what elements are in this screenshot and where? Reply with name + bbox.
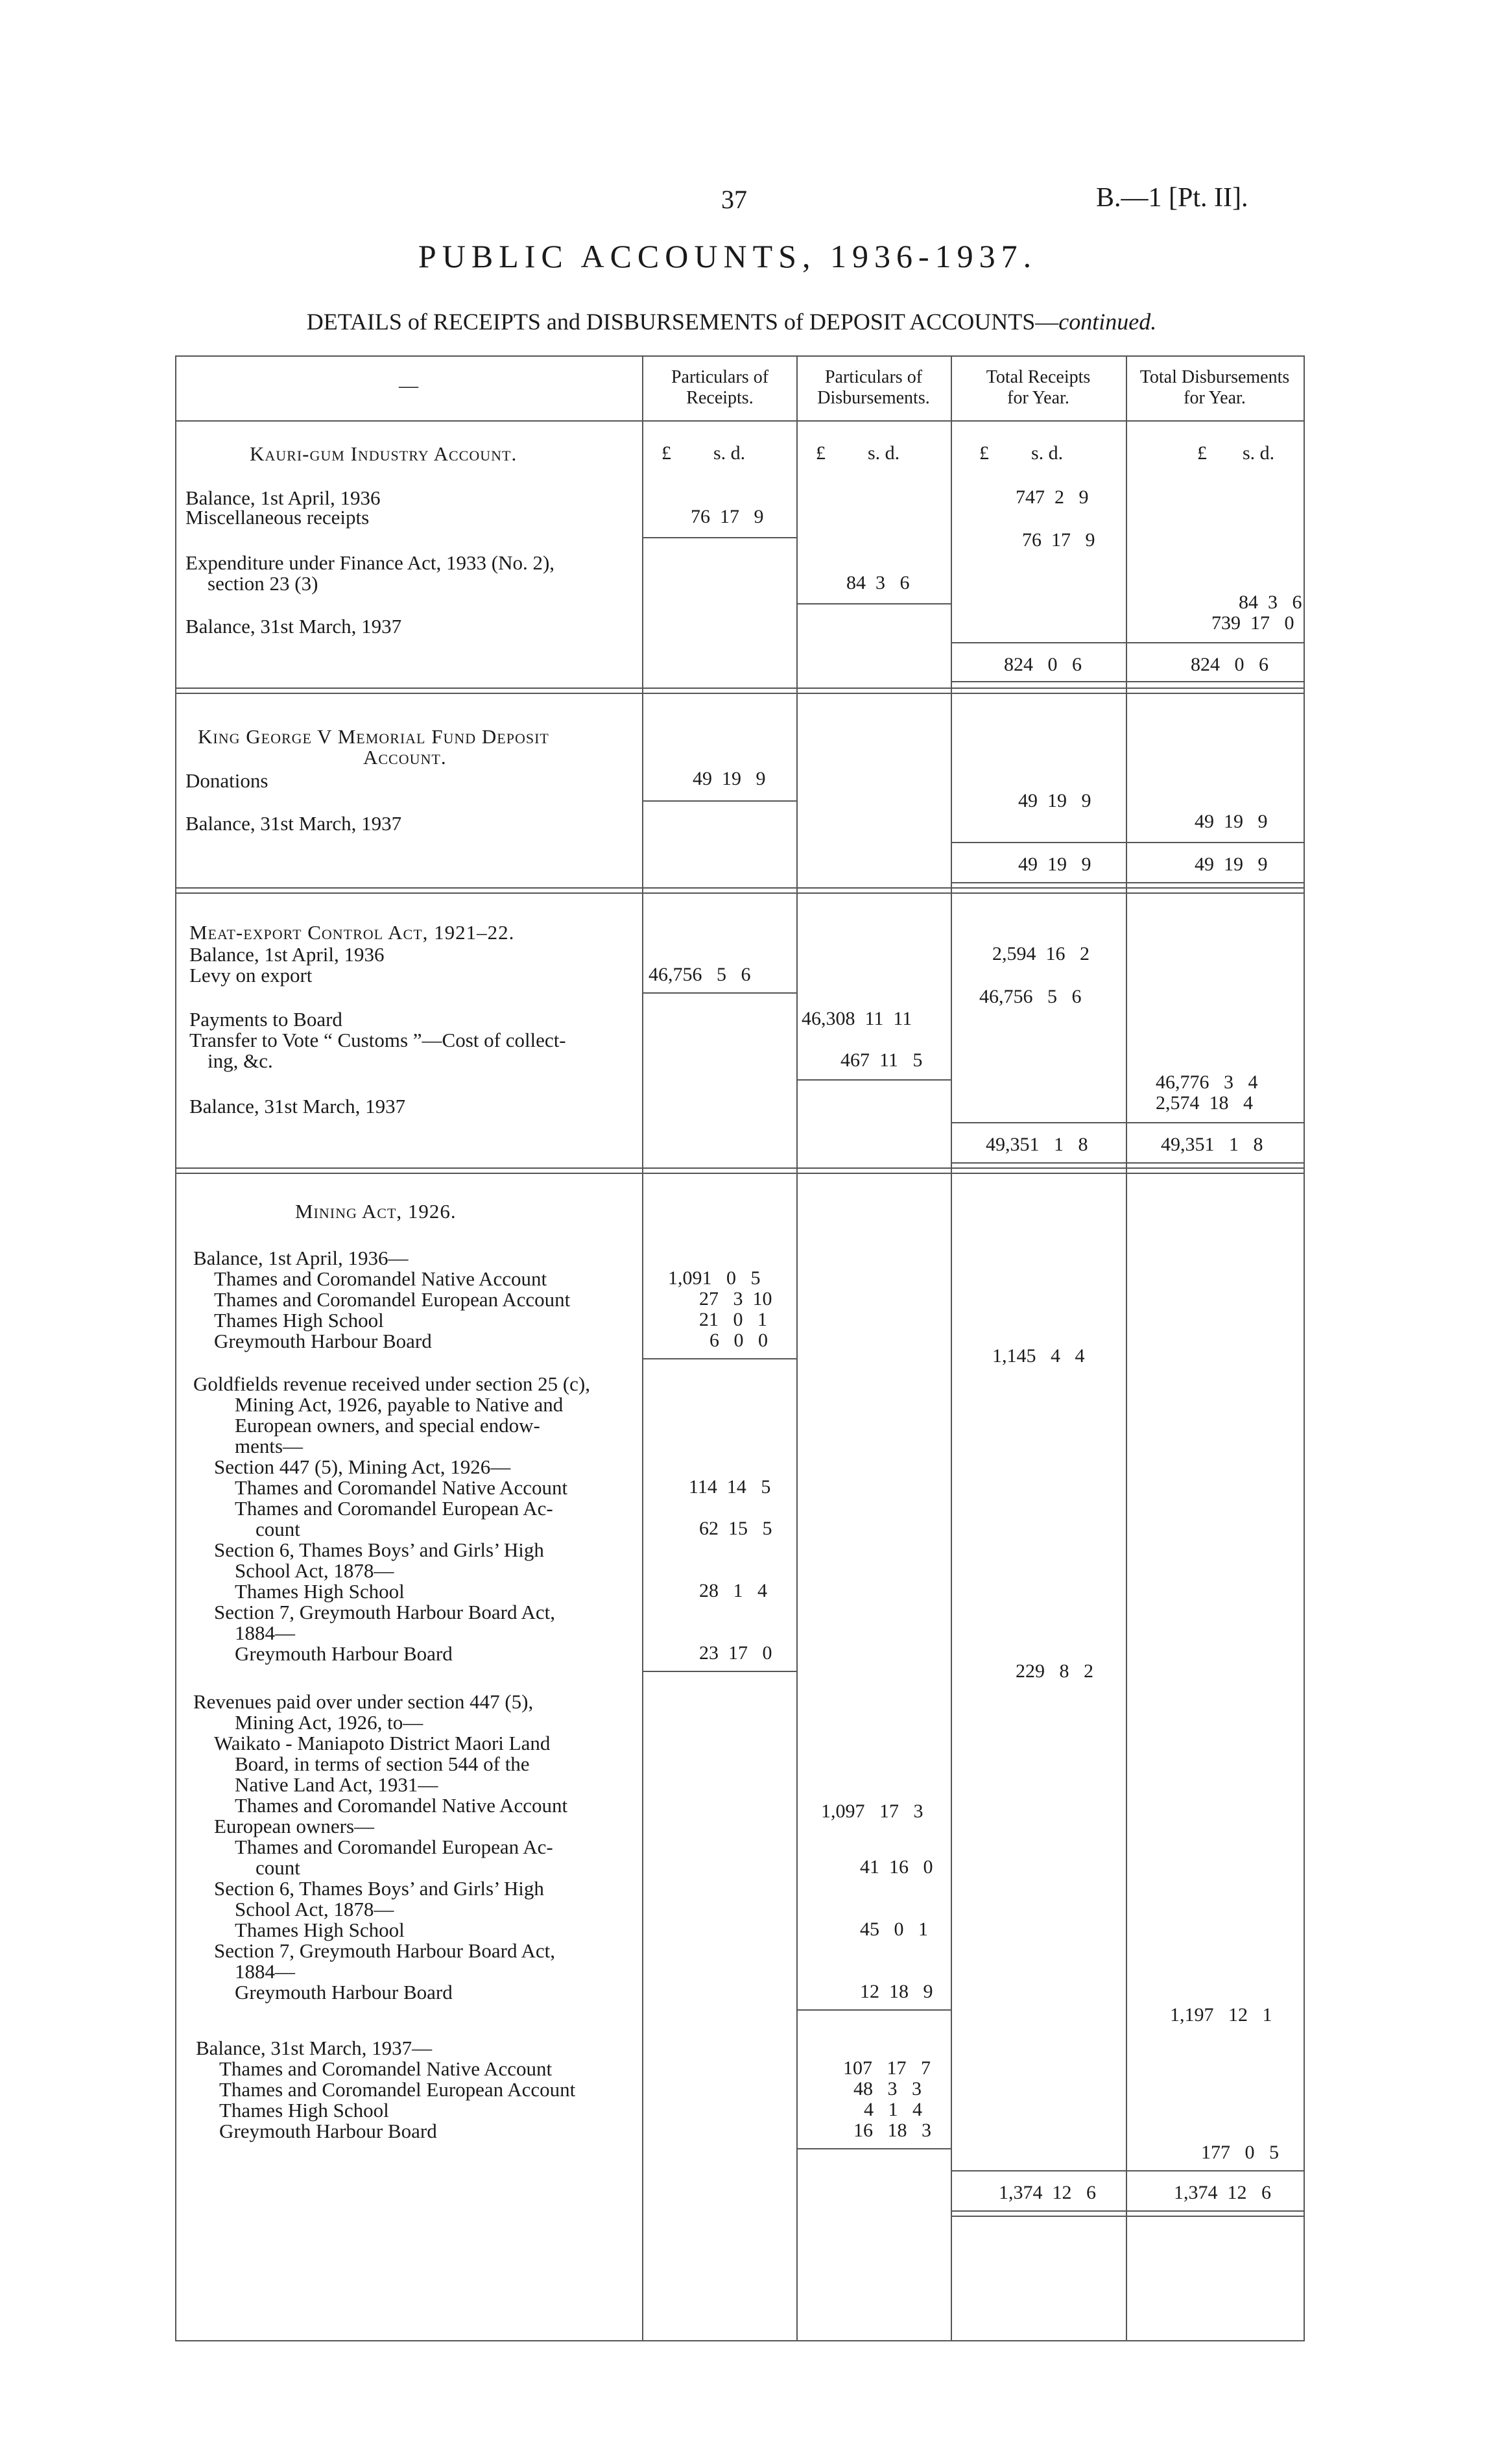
subtotal-rule <box>642 1358 796 1359</box>
row-label: Balance, 1st April, 1936 <box>185 486 381 509</box>
amount: 12 18 9 <box>860 1981 933 2002</box>
unit-sd: s. d. <box>1243 442 1275 464</box>
section-divider <box>175 688 1305 689</box>
page-subtitle <box>307 310 1157 333</box>
amount: 21 0 1 <box>699 1309 767 1330</box>
row-label: 1884— <box>235 1621 295 1644</box>
header-desc: — <box>399 375 418 396</box>
total-rule <box>951 882 1305 883</box>
subtotal-rule <box>796 603 951 604</box>
amount: 46,308 11 11 <box>802 1008 912 1029</box>
page-title: PUBLIC ACCOUNTS, 1936-1937. <box>418 238 1038 274</box>
total-amount: 1,374 12 6 <box>999 2182 1096 2203</box>
row-label: Thames and Coromandel European Ac- <box>235 1836 553 1858</box>
page-number: 37 <box>721 185 747 214</box>
amount: 84 3 6 <box>1239 592 1302 613</box>
row-label: section 23 (3) <box>208 572 318 595</box>
row-label: Balance, 31st March, 1937 <box>189 1095 406 1118</box>
amount: 46,756 5 6 <box>979 986 1082 1007</box>
unit-pound: £ <box>1197 442 1207 464</box>
amount: 229 8 2 <box>1016 1660 1093 1682</box>
row-label: count <box>256 1856 300 1879</box>
amount: 76 17 9 <box>691 506 764 527</box>
header-total-disbursements: Total Disbursements for Year. <box>1139 367 1290 408</box>
row-label: Miscellaneous receipts <box>185 506 370 529</box>
row-label: Section 7, Greymouth Harbour Board Act, <box>214 1939 556 1962</box>
row-label: Balance, 1st April, 1936 <box>189 943 385 966</box>
total-rule <box>951 642 1305 643</box>
row-label: Section 7, Greymouth Harbour Board Act, <box>214 1601 556 1623</box>
table-bottom-rule <box>175 2340 1305 2341</box>
amount: 6 0 0 <box>709 1330 768 1351</box>
total-rule <box>951 681 1305 682</box>
section-divider <box>175 887 1305 889</box>
row-label: Thames and Coromandel Native Account <box>235 1794 568 1817</box>
row-label: Thames and Coromandel European Account <box>214 1288 571 1311</box>
row-label: Section 6, Thames Boys’ and Girls’ High <box>214 1538 544 1561</box>
row-label: Thames and Coromandel Native Account <box>214 1267 547 1290</box>
amount: 114 14 5 <box>689 1476 771 1498</box>
total-amount: 49,351 1 8 <box>1161 1134 1263 1155</box>
row-label: Mining Act, 1926, payable to Native and <box>235 1393 564 1416</box>
unit-sd: s. d. <box>713 442 746 464</box>
amount: 1,097 17 3 <box>821 1800 923 1822</box>
amount: 739 17 0 <box>1211 612 1294 634</box>
row-label: Greymouth Harbour Board <box>219 2120 437 2142</box>
col-rule-2 <box>796 355 798 2340</box>
total-rule <box>951 1162 1305 1164</box>
row-label: Thames and Coromandel European Account <box>219 2078 576 2101</box>
unit-pound: £ <box>979 442 989 464</box>
section-title-kauri: Kauri-gum Industry Account. <box>250 442 518 465</box>
amount: 2,574 18 4 <box>1156 1092 1253 1114</box>
row-label: School Act, 1878— <box>235 1559 394 1582</box>
row-label: count <box>256 1518 300 1540</box>
subtotal-rule <box>642 1671 796 1672</box>
header-bottom-rule <box>175 420 1305 422</box>
row-label: European owners— <box>214 1815 375 1837</box>
total-amount: 49 19 9 <box>1018 854 1091 875</box>
row-label: Goldfields revenue received under section 25 (c), <box>193 1372 590 1395</box>
amount: 28 1 4 <box>699 1580 767 1601</box>
section-divider <box>175 1173 1305 1174</box>
total-amount: 824 0 6 <box>1004 654 1082 675</box>
row-label: Expenditure under Finance Act, 1933 (No. 2), <box>185 551 555 574</box>
row-label: European owners, and special endow- <box>235 1414 540 1437</box>
row-label: Revenues paid over under section 447 (5), <box>193 1690 534 1713</box>
subtotal-rule <box>796 2009 951 2011</box>
amount: 1,197 12 1 <box>1170 2004 1272 2026</box>
header-particulars-disbursements: Particulars of Disbursements. <box>817 367 930 408</box>
amount: 27 3 10 <box>699 1288 772 1310</box>
total-rule <box>951 2210 1305 2212</box>
row-label: Greymouth Harbour Board <box>214 1330 432 1352</box>
section-divider <box>175 892 1305 894</box>
row-label: Payments to Board <box>189 1008 342 1031</box>
total-rule <box>951 2216 1305 2217</box>
amount: 23 17 0 <box>699 1642 772 1664</box>
row-label: Balance, 1st April, 1936— <box>193 1247 409 1269</box>
row-label: School Act, 1878— <box>235 1898 394 1920</box>
row-label: ing, &c. <box>208 1049 273 1072</box>
unit-sd: s. d. <box>1031 442 1064 464</box>
header-total-receipts: Total Receipts for Year. <box>986 367 1091 408</box>
amount: 2,594 16 2 <box>992 943 1090 964</box>
table-right-rule <box>1304 355 1305 2340</box>
col-rule-3 <box>951 355 952 2340</box>
row-label: 1884— <box>235 1960 295 1983</box>
amount: 16 18 3 <box>853 2120 931 2141</box>
subtotal-rule <box>642 800 796 802</box>
row-label: Mining Act, 1926, to— <box>235 1711 423 1734</box>
section-divider <box>175 1167 1305 1169</box>
row-label: Levy on export <box>189 964 313 987</box>
amount: 62 15 5 <box>699 1518 772 1539</box>
unit-pound: £ <box>816 442 826 464</box>
row-label: Balance, 31st March, 1937 <box>185 812 402 835</box>
section-title-king: Account. <box>363 746 447 769</box>
row-label: Balance, 31st March, 1937 <box>185 615 402 638</box>
row-label: Waikato - Maniapoto District Maori Land <box>214 1732 551 1754</box>
total-rule <box>951 1122 1305 1123</box>
amount: 46,776 3 4 <box>1156 1071 1258 1093</box>
subtotal-rule <box>796 2148 951 2149</box>
row-label: Thames and Coromandel Native Account <box>219 2057 553 2080</box>
total-amount: 824 0 6 <box>1191 654 1269 675</box>
unit-sd: s. d. <box>868 442 900 464</box>
section-divider <box>175 693 1305 694</box>
page-reference: B.—1 [Pt. II]. <box>1096 183 1248 213</box>
col-rule-4 <box>1126 355 1127 2340</box>
amount: 48 3 3 <box>853 2078 922 2099</box>
row-label: ments— <box>235 1435 304 1457</box>
header-particulars-receipts: Particulars of Receipts. <box>671 367 769 408</box>
amount: 177 0 5 <box>1201 2142 1279 2163</box>
row-label: Transfer to Vote “ Customs ”—Cost of collect- <box>189 1029 566 1051</box>
row-label: Thames High School <box>219 2099 389 2122</box>
section-title-meat: Meat-export Control Act, 1921–22. <box>189 921 515 944</box>
amount: 76 17 9 <box>1022 529 1095 551</box>
amount: 107 17 7 <box>843 2057 931 2079</box>
row-label: Thames High School <box>235 1580 405 1603</box>
total-amount: 49 19 9 <box>1195 854 1268 875</box>
row-label: Native Land Act, 1931— <box>235 1773 438 1796</box>
row-label: Thames and Coromandel Native Account <box>235 1476 568 1499</box>
row-label: Thames High School <box>235 1919 405 1941</box>
row-label: Thames High School <box>214 1309 384 1332</box>
amount: 49 19 9 <box>693 768 766 789</box>
row-label: Donations <box>185 769 268 792</box>
subtotal-rule <box>796 1079 951 1081</box>
amount: 84 3 6 <box>846 572 910 593</box>
subtotal-rule <box>642 537 796 538</box>
table-top-rule <box>175 355 1305 357</box>
amount: 46,756 5 6 <box>649 964 751 985</box>
amount: 41 16 0 <box>860 1856 933 1878</box>
row-label: Section 6, Thames Boys’ and Girls’ High <box>214 1877 544 1900</box>
subtitle-main: DETAILS of RECEIPTS and DISBURSEMENTS of DEPOSIT ACCOUNTS— <box>306 309 1059 335</box>
total-amount: 49,351 1 8 <box>986 1134 1088 1155</box>
row-label: Section 447 (5), Mining Act, 1926— <box>214 1455 511 1478</box>
total-rule <box>951 2170 1305 2171</box>
row-label: Thames and Coromandel European Ac- <box>235 1497 553 1520</box>
amount: 747 2 9 <box>1016 486 1089 508</box>
col-rule-1 <box>642 355 643 2340</box>
section-title-mining: Mining Act, 1926. <box>295 1200 457 1223</box>
row-label: Balance, 31st March, 1937— <box>196 2037 433 2059</box>
total-amount: 1,374 12 6 <box>1174 2182 1271 2203</box>
amount: 1,145 4 4 <box>992 1345 1085 1367</box>
amount: 1,091 0 5 <box>668 1267 761 1289</box>
total-rule <box>951 842 1305 843</box>
amount: 467 11 5 <box>840 1049 923 1071</box>
row-label: Board, in terms of section 544 of the <box>235 1752 530 1775</box>
amount: 49 19 9 <box>1195 811 1268 832</box>
amount: 4 1 4 <box>864 2099 922 2120</box>
amount: 49 19 9 <box>1018 790 1091 811</box>
subtotal-rule <box>642 992 796 994</box>
unit-pound: £ <box>661 442 671 464</box>
table-left-rule <box>175 355 176 2340</box>
section-title-king: King George V Memorial Fund Deposit <box>198 725 549 748</box>
subtitle-continued: continued. <box>1058 309 1157 335</box>
amount: 45 0 1 <box>860 1919 928 1940</box>
row-label: Greymouth Harbour Board <box>235 1981 453 2003</box>
row-label: Greymouth Harbour Board <box>235 1642 453 1665</box>
